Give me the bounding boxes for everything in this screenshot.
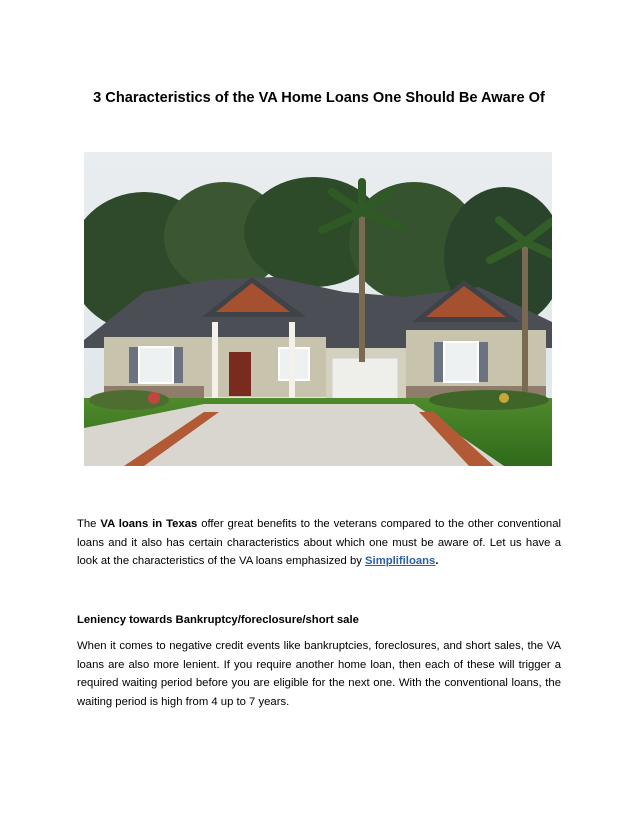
intro-text-end: . [435, 555, 439, 567]
intro-paragraph [77, 515, 561, 571]
section-heading-leniency: Leniency towards Bankruptcy/foreclosure/short sale [77, 614, 359, 626]
document-title: 3 Characteristics of the VA Home Loans One Should Be Aware Of [93, 90, 545, 106]
va-loans-texas-term: VA loans in Texas [100, 518, 198, 530]
simplifiloans-link[interactable]: Simplifiloans [365, 555, 436, 567]
leniency-paragraph: When it comes to negative credit events like bankruptcies, foreclosures, and short sales, the VA loans are also more lenient. If you require another home loan, then each of these will trigger a required waiting period before you are eligible for the next one. With the conventional loans, the waiting period is high from 4 up to 7 years. [77, 640, 561, 708]
intro-text-middle: offer great benefits to the veterans compared to the other conventional loans and it also has certain characteristics about which one must be aware of. Let us have a look at the characteristics of the VA loans emphasized by [77, 518, 561, 567]
house-photo [84, 152, 552, 466]
intro-text-start: The [77, 518, 101, 530]
